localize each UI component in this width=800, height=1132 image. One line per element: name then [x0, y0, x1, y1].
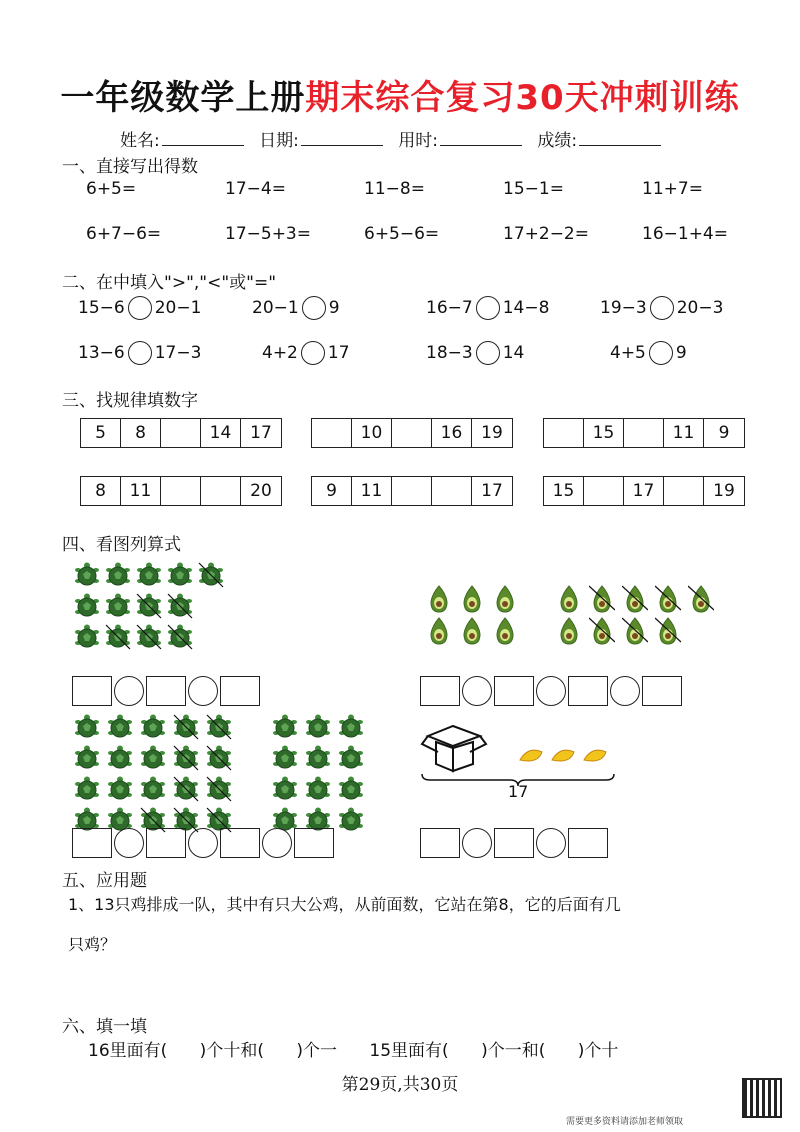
- name-label: 姓名:: [120, 131, 160, 151]
- avocado-icon: [426, 584, 446, 612]
- avocado-icon: [655, 616, 675, 644]
- answer-box[interactable]: [494, 828, 534, 858]
- turtle-icon: [107, 714, 133, 740]
- sequence-cell[interactable]: 15: [584, 419, 624, 447]
- compare-circle[interactable]: [476, 296, 500, 320]
- turtle-icon: [173, 714, 199, 740]
- operator-circle[interactable]: [114, 828, 144, 858]
- compare-circle[interactable]: [301, 341, 325, 365]
- answer-box[interactable]: [420, 676, 460, 706]
- answer-box[interactable]: [72, 828, 112, 858]
- turtle-icon: [74, 593, 100, 619]
- avocado-icon: [589, 616, 609, 644]
- operator-circle[interactable]: [188, 828, 218, 858]
- turtle-icon: [74, 745, 100, 771]
- avocado-icon: [622, 584, 642, 612]
- sequence-cell[interactable]: 9: [718, 423, 730, 443]
- mango-group: [516, 744, 616, 770]
- compare-circle[interactable]: [302, 296, 326, 320]
- page-title: [0, 70, 800, 119]
- sequence-cell[interactable]: 14: [201, 419, 241, 447]
- turtle-icon: [206, 776, 232, 802]
- question-line: 只鸡？: [68, 935, 117, 954]
- avocado-icon: [556, 616, 576, 644]
- answer-row: [420, 676, 682, 706]
- turtle-icon: [74, 624, 100, 650]
- answer-box[interactable]: [642, 676, 682, 706]
- equation: 6+5−6=: [364, 224, 440, 244]
- date-field[interactable]: [301, 131, 383, 146]
- avocado-icon: [556, 584, 576, 612]
- sequence-cell[interactable]: 16: [432, 419, 472, 447]
- avocado-icon: [622, 616, 642, 644]
- turtle-icon: [173, 745, 199, 771]
- turtle-icon: [105, 593, 131, 619]
- turtle-icon: [167, 593, 193, 619]
- sequence-row: [311, 418, 513, 448]
- turtle-icon: [173, 776, 199, 802]
- sequence-cell[interactable]: 8: [81, 477, 121, 505]
- turtle-icon: [305, 776, 331, 802]
- operator-circle[interactable]: [536, 676, 566, 706]
- turtle-icon: [136, 562, 162, 588]
- sequence-cell[interactable]: [544, 419, 584, 447]
- compare-circle[interactable]: [650, 296, 674, 320]
- operator-circle[interactable]: [462, 828, 492, 858]
- info-row: [120, 126, 671, 151]
- sequence-cell[interactable]: 9: [312, 477, 352, 505]
- sequence-row: [543, 418, 745, 448]
- turtle-icon: [140, 776, 166, 802]
- section3-heading: 三、找规律填数字: [62, 391, 198, 411]
- page-number: 第29页,共30页: [341, 1075, 459, 1095]
- answer-box[interactable]: [146, 828, 186, 858]
- turtle-icon: [198, 562, 224, 588]
- answer-box[interactable]: [568, 828, 608, 858]
- turtle-icon: [74, 714, 100, 740]
- sequence-row: [80, 476, 282, 506]
- sequence-row: [543, 476, 745, 506]
- sequence-cell[interactable]: 19: [713, 481, 735, 501]
- turtle-icon: [107, 776, 133, 802]
- turtle-icon: [206, 745, 232, 771]
- turtle-icon: [338, 776, 364, 802]
- answer-row: [72, 676, 260, 706]
- turtle-icon: [338, 714, 364, 740]
- turtle-icon: [305, 714, 331, 740]
- section2-heading: 二、在中填入">","<"或"=": [62, 273, 277, 293]
- equation: 11+7=: [642, 179, 703, 199]
- footer-note: 需要更多资料请添加老师领取: [566, 1117, 684, 1127]
- turtle-icon: [272, 776, 298, 802]
- answer-box[interactable]: [294, 828, 334, 858]
- sequence-cell[interactable]: 10: [352, 419, 392, 447]
- time-label: 用时:: [398, 131, 439, 151]
- sequence-cell[interactable]: [664, 477, 704, 505]
- avocado-icon: [459, 616, 479, 644]
- turtle-icon: [107, 745, 133, 771]
- turtle-icon: [167, 624, 193, 650]
- sequence-cell[interactable]: [312, 419, 352, 447]
- sequence-cell[interactable]: [161, 477, 201, 505]
- answer-box[interactable]: [220, 828, 260, 858]
- compare-item: 18−3 14: [426, 343, 525, 363]
- operator-circle[interactable]: [188, 676, 218, 706]
- compare-item: 15−6 20−1: [78, 298, 202, 318]
- operator-circle[interactable]: [114, 676, 144, 706]
- equation: 16−1+4=: [642, 224, 728, 244]
- turtle-icon: [338, 807, 364, 833]
- sequence-cell[interactable]: [201, 477, 241, 505]
- sequence-cell[interactable]: 17: [250, 423, 272, 443]
- equation: 15−1=: [503, 179, 564, 199]
- equation: 6+7−6=: [86, 224, 162, 244]
- compare-item: 4+5 9: [610, 343, 687, 363]
- sequence-cell[interactable]: 15: [544, 477, 584, 505]
- compare-circle[interactable]: [476, 341, 500, 365]
- mango-icon: [520, 750, 542, 761]
- compare-circle[interactable]: [649, 341, 673, 365]
- avocado-icon: [492, 616, 512, 644]
- box-icon: [422, 726, 486, 771]
- turtle-icon: [105, 562, 131, 588]
- equation: 17+2−2=: [503, 224, 589, 244]
- operator-circle[interactable]: [536, 828, 566, 858]
- turtle-icon: [140, 745, 166, 771]
- operator-circle[interactable]: [462, 676, 492, 706]
- answer-box[interactable]: [146, 676, 186, 706]
- answer-box[interactable]: [220, 676, 260, 706]
- sequence-cell[interactable]: 11: [352, 477, 392, 505]
- compare-circle[interactable]: [128, 296, 152, 320]
- sequence-cell[interactable]: 5: [81, 419, 121, 447]
- answer-box[interactable]: [420, 828, 460, 858]
- section4-heading: 四、看图列算式: [62, 535, 181, 555]
- time-field[interactable]: [440, 131, 522, 146]
- sequence-cell[interactable]: [161, 419, 201, 447]
- turtle-icon: [305, 745, 331, 771]
- avocado-icon: [655, 584, 675, 612]
- mango-icon: [552, 750, 574, 761]
- avocado-icon: [459, 584, 479, 612]
- sequence-cell[interactable]: 20: [250, 481, 272, 501]
- turtle-icon: [140, 714, 166, 740]
- sequence-row: [80, 418, 282, 448]
- equation: 17−5+3=: [225, 224, 311, 244]
- turtle-icon: [74, 562, 100, 588]
- equation: 11−8=: [364, 179, 425, 199]
- section6-heading: 六、填一填: [62, 1017, 147, 1037]
- compare-item: 19−3 20−3: [600, 298, 724, 318]
- title-red: 期末综合复习30天冲刺训练: [305, 78, 740, 118]
- answer-row: [72, 828, 334, 858]
- turtle-icon: [136, 624, 162, 650]
- section5-heading: 五、应用题: [62, 871, 147, 891]
- title-black: 一年级数学上册: [60, 78, 306, 118]
- answer-box[interactable]: [72, 676, 112, 706]
- equation: 6+5=: [86, 179, 137, 199]
- name-field[interactable]: [162, 131, 244, 146]
- sequence-cell[interactable]: [624, 419, 664, 447]
- section1-heading: 一、直接写出得数: [62, 157, 198, 177]
- turtle-icon: [338, 745, 364, 771]
- qr-code: [742, 1078, 782, 1118]
- turtle-icon: [206, 714, 232, 740]
- question-line: 1、13只鸡排成一队，其中有只大公鸡，从前面数，它站在第8，它的后面有几: [68, 895, 621, 914]
- sequence-cell[interactable]: 8: [121, 419, 161, 447]
- avocado-icon: [492, 584, 512, 612]
- score-field[interactable]: [579, 131, 661, 146]
- operator-circle[interactable]: [610, 676, 640, 706]
- avocado-icon: [426, 616, 446, 644]
- turtle-icon: [105, 624, 131, 650]
- turtle-icon: [272, 745, 298, 771]
- turtle-icon: [272, 714, 298, 740]
- turtle-icon: [167, 562, 193, 588]
- sequence-cell[interactable]: 19: [481, 423, 503, 443]
- turtle-icon: [136, 593, 162, 619]
- equation: 17−4=: [225, 179, 286, 199]
- answer-row: [420, 828, 608, 858]
- compare-item: 16−7 14−8: [426, 298, 550, 318]
- date-label: 日期:: [259, 131, 299, 151]
- turtle-icon: [74, 776, 100, 802]
- avocado-icon: [688, 584, 708, 612]
- answer-box[interactable]: [494, 676, 534, 706]
- sequence-cell[interactable]: [392, 477, 432, 505]
- avocado-icon: [589, 584, 609, 612]
- sequence-cell[interactable]: 11: [664, 419, 704, 447]
- sequence-cell[interactable]: [584, 477, 624, 505]
- mango-icon: [584, 750, 606, 761]
- compare-item: 4+2 17: [262, 343, 350, 363]
- sequence-cell[interactable]: [392, 419, 432, 447]
- score-label: 成绩:: [537, 131, 578, 151]
- compare-circle[interactable]: [128, 341, 152, 365]
- fill-line: 16里面有( )个十和( )个一 15里面有( )个一和( )个十: [88, 1041, 619, 1061]
- sequence-cell[interactable]: 17: [624, 477, 664, 505]
- sequence-row: [311, 476, 513, 506]
- sequence-cell[interactable]: 11: [121, 477, 161, 505]
- sequence-cell[interactable]: [432, 477, 472, 505]
- operator-circle[interactable]: [262, 828, 292, 858]
- brace-total: 17: [508, 782, 529, 801]
- compare-item: 20−1 9: [252, 298, 340, 318]
- compare-item: 13−6 17−3: [78, 343, 202, 363]
- sequence-cell[interactable]: 17: [481, 481, 503, 501]
- answer-box[interactable]: [568, 676, 608, 706]
